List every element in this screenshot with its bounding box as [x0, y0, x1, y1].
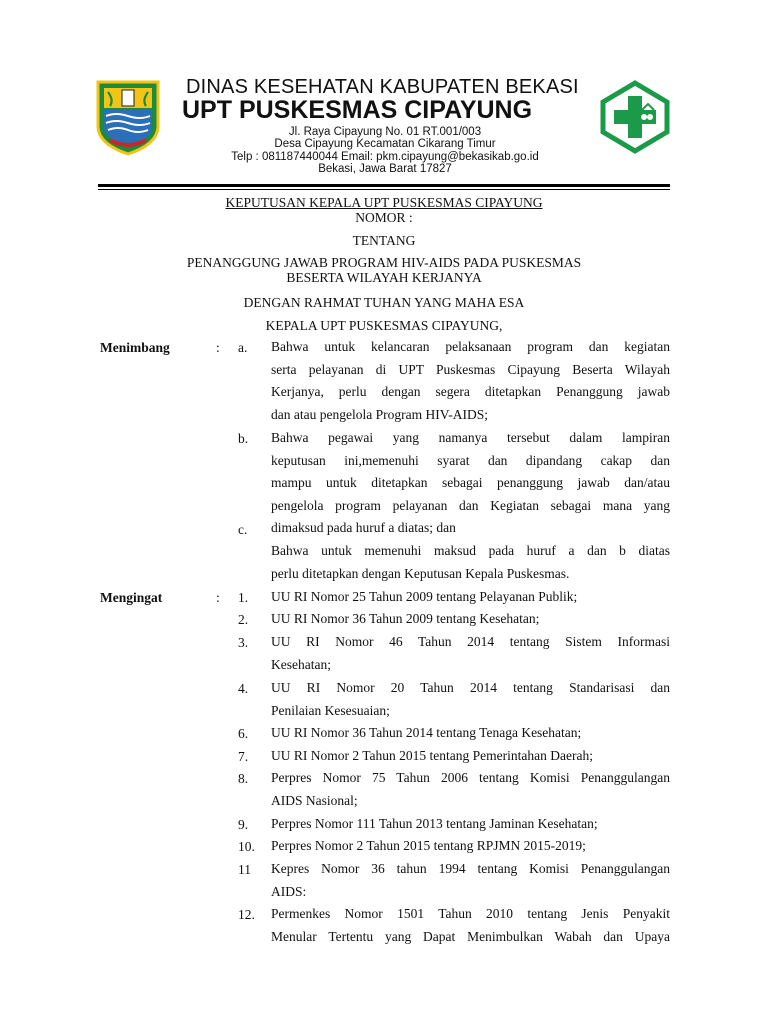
bekasi-regency-emblem-icon	[94, 78, 162, 156]
decree-title: KEPUTUSAN KEPALA UPT PUSKESMAS CIPAYUNG	[225, 195, 543, 210]
list-marker: c.	[238, 522, 248, 537]
menimbang-colon: :	[216, 340, 220, 355]
mengingat-item-10	[271, 835, 670, 858]
list-marker: 9.	[238, 817, 249, 832]
text-line: UU RI Nomor 2 Tahun 2015 tentang Pemerintahan Daerah;	[271, 748, 593, 763]
text-line: AIDS:	[271, 883, 307, 899]
list-marker: 4.	[238, 681, 249, 696]
subject-line-2: BESERTA WILAYAH KERJANYA	[286, 270, 482, 285]
menimbang-item-b	[271, 427, 670, 540]
agency-name: DINAS KESEHATAN KABUPATEN BEKASI	[186, 76, 579, 98]
head-line: KEPALA UPT PUSKESMAS CIPAYUNG,	[265, 318, 503, 333]
text-line: Kesehatan;	[271, 656, 331, 672]
list-marker: 7.	[238, 749, 249, 764]
mengingat-item-1	[271, 586, 670, 609]
text-line: Perpres Nomor 2 Tahun 2015 tentang RPJMN 2015-2019;	[271, 838, 586, 853]
text-line: Bahwa pegawai yang namanya tersebut dalam lampiran	[271, 430, 670, 445]
list-marker: 11	[238, 862, 251, 877]
mengingat-item-2	[271, 608, 670, 631]
text-line: Bahwa untuk kelancaran pelaksanaan program dan kegiatan	[271, 339, 670, 354]
mengingat-item-8	[271, 767, 670, 812]
mengingat-item-7	[271, 745, 670, 768]
about-heading: TENTANG	[352, 233, 416, 248]
mengingat-item-9	[271, 813, 670, 836]
text-line: mampu untuk ditetapkan sebagai penanggung jawab dan/atau	[271, 475, 670, 491]
text-line: AIDS Nasional;	[271, 792, 358, 808]
letterhead	[0, 0, 768, 200]
menimbang-item-c	[271, 540, 670, 585]
text-line: Penilaian Kesesuaian;	[271, 702, 390, 718]
list-marker: 12.	[238, 907, 255, 922]
header-divider	[98, 184, 670, 187]
text-line: UU RI Nomor 46 Tahun 2014 tentang Sistem Informasi	[271, 634, 670, 649]
text-line: UU RI Nomor 36 Tahun 2014 tentang Tenaga Kesehatan;	[271, 725, 582, 740]
address-line: Jl. Raya Cipayung No. 01 RT.001/003	[288, 126, 482, 138]
text-line: Kerjanya, perlu dengan segera ditetapkan Penanggung jawab	[271, 384, 670, 400]
text-line: UU RI Nomor 36 Tahun 2009 tentang Kesehatan;	[271, 611, 540, 626]
list-marker: 10.	[238, 839, 255, 854]
blessing-line: DENGAN RAHMAT TUHAN YANG MAHA ESA	[243, 295, 525, 310]
decree-number: NOMOR :	[355, 210, 413, 225]
mengingat-item-3	[271, 631, 670, 676]
text-line: keputusan ini,memenuhi syarat dan dipandang cakap dan	[271, 452, 670, 468]
list-marker: a.	[238, 340, 248, 355]
text-line: UU RI Nomor 20 Tahun 2014 tentang Standarisasi dan	[271, 680, 670, 695]
text-line: UU RI Nomor 25 Tahun 2009 tentang Pelayanan Publik;	[271, 589, 578, 604]
text-line: Permenkes Nomor 1501 Tahun 2010 tentang Jenis Penyakit	[271, 906, 670, 921]
mengingat-item-12	[271, 903, 670, 948]
list-marker: 1.	[238, 590, 249, 605]
list-marker: b.	[238, 431, 249, 446]
list-marker: 8.	[238, 771, 249, 786]
header-divider-thin	[98, 189, 670, 190]
text-line: dan atau pengelola Program HIV-AIDS;	[271, 406, 488, 422]
mengingat-item-11	[271, 858, 670, 903]
menimbang-label: Menimbang	[100, 340, 170, 355]
text-line: serta pelayanan di UPT Puskesmas Cipayung Beserta Wilayah	[271, 361, 670, 377]
mengingat-label: Mengingat	[100, 590, 163, 605]
puskesmas-logo-icon	[600, 80, 670, 154]
menimbang-item-a	[271, 336, 670, 426]
address-block	[190, 126, 580, 176]
text-line: pengelola program pelayanan dan Kegiatan sebagai mana yang	[271, 497, 670, 513]
text-line: Perpres Nomor 75 Tahun 2006 tentang Komisi Penanggulangan	[271, 770, 670, 785]
text-line: dimaksud pada huruf a diatas; dan	[271, 520, 456, 536]
text-line: Kepres Nomor 36 tahun 1994 tentang Komisi Penanggulangan	[271, 861, 670, 876]
list-marker: 2.	[238, 612, 249, 627]
list-marker: 3.	[238, 635, 249, 650]
address-line: Desa Cipayung Kecamatan Cikarang Timur	[274, 138, 496, 151]
text-line: perlu ditetapkan dengan Keputusan Kepala Puskesmas.	[271, 565, 570, 581]
text-line: Bahwa untuk memenuhi maksud pada huruf a dan b diatas	[271, 543, 670, 558]
address-line: Bekasi, Jawa Barat 17827	[318, 163, 452, 176]
text-line: Perpres Nomor 111 Tahun 2013 tentang Jaminan Kesehatan;	[271, 816, 598, 831]
subject-line-1: PENANGGUNG JAWAB PROGRAM HIV-AIDS PADA PUSKESMAS	[186, 255, 582, 270]
mengingat-item-6	[271, 722, 670, 745]
mengingat-item-4	[271, 677, 670, 722]
mengingat-colon: :	[216, 590, 220, 605]
text-line: Menular Tertentu yang Dapat Menimbulkan Wabah dan Upaya	[271, 928, 670, 944]
puskesmas-name: UPT PUSKESMAS CIPAYUNG	[182, 96, 533, 124]
address-line: Telp : 081187440044 Email: pkm.cipayung@bekasikab.go.id	[231, 150, 539, 163]
list-marker: 6.	[238, 726, 249, 741]
